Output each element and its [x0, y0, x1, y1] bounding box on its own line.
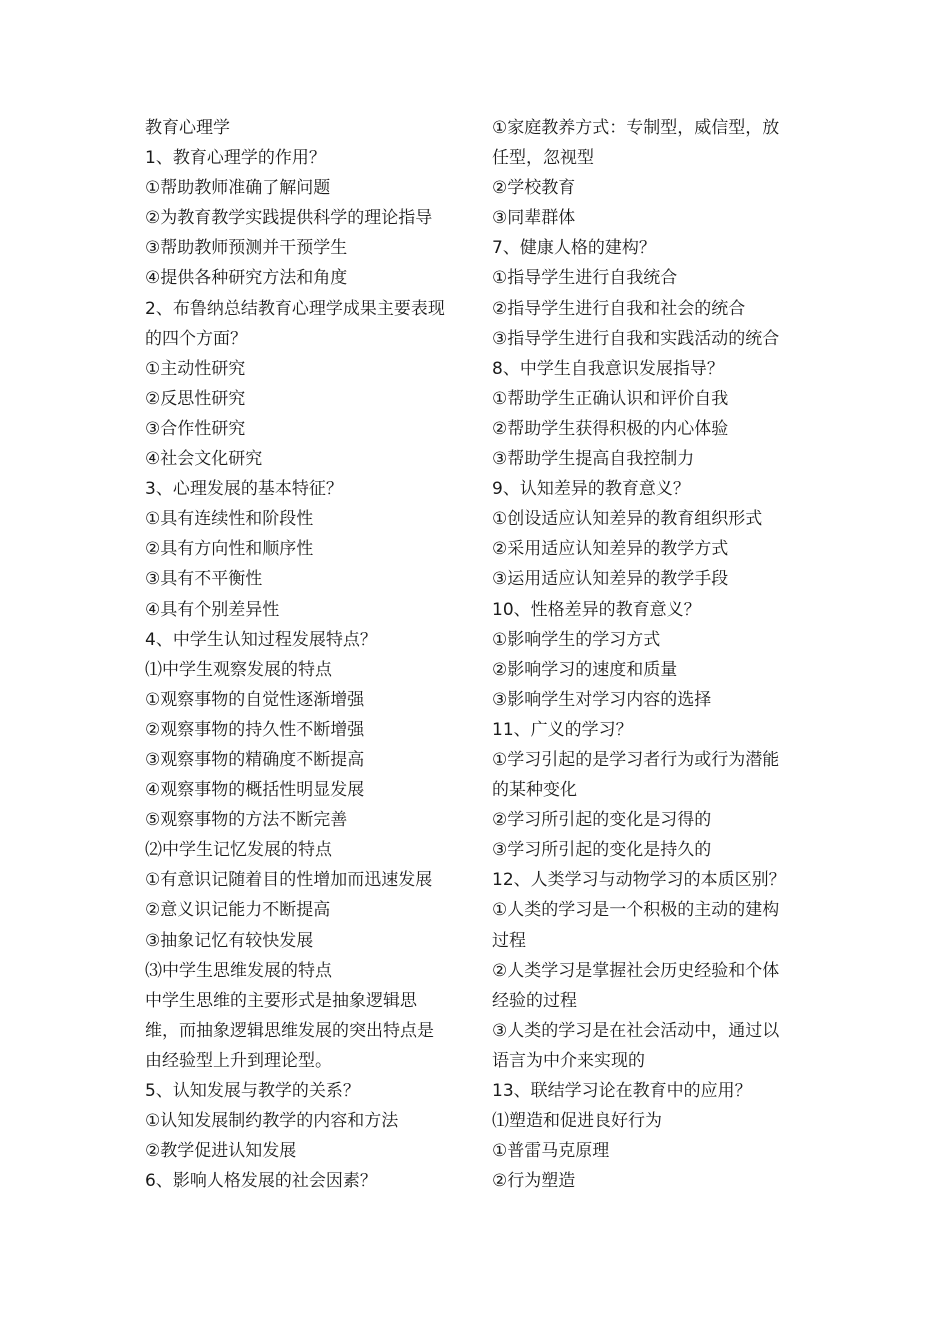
right-column-line: ①影响学生的学习方式	[492, 629, 661, 650]
right-column-line: ⑴塑造和促进良好行为	[492, 1111, 662, 1132]
right-column-line: ②学校教育	[492, 178, 576, 199]
right-column-line: ③同辈群体	[492, 208, 576, 229]
left-column-line: ⑴中学生观察发展的特点	[145, 659, 332, 680]
right-column-line: ①创设适应认知差异的教育组织形式	[492, 509, 763, 530]
right-column-line: ①帮助学生正确认识和评价自我	[492, 388, 729, 409]
left-column-line: ②观察事物的持久性不断增强	[145, 719, 365, 740]
right-column-line: 任型，忽视型	[492, 148, 594, 169]
left-column-line: ②反思性研究	[145, 388, 246, 409]
left-column-line: ④提供各种研究方法和角度	[145, 268, 348, 289]
left-column-line: ④具有个别差异性	[145, 599, 280, 620]
right-column-line: ②影响学习的速度和质量	[492, 659, 678, 680]
left-column-line: ②为教育教学实践提供科学的理论指导	[145, 208, 433, 229]
right-column-line: ①人类的学习是一个积极的主动的建构	[492, 900, 780, 921]
left-column-line: 2、布鲁纳总结教育心理学成果主要表现	[145, 298, 445, 319]
left-column-line: ⑶中学生思维发展的特点	[145, 960, 332, 981]
right-column-line: 的某种变化	[492, 780, 577, 801]
right-column-line: ②指导学生进行自我和社会的统合	[492, 298, 746, 319]
left-column-line: ③抽象记忆有较快发展	[145, 930, 314, 951]
right-column-line: ③运用适应认知差异的教学手段	[492, 569, 729, 590]
right-column-line: ②学习所引起的变化是习得的	[492, 810, 712, 831]
left-column-line: 教育心理学	[145, 118, 230, 138]
right-column-line: 9、认知差异的教育意义？	[492, 479, 690, 500]
left-column-line: ⑤观察事物的方法不断完善	[145, 810, 348, 831]
left-column-line: 的四个方面？	[145, 328, 247, 349]
right-column-line: 10、性格差异的教育意义？	[492, 599, 701, 620]
left-column-line: ③具有不平衡性	[145, 569, 263, 590]
right-column-line: 12、人类学习与动物学习的本质区别？	[492, 870, 786, 891]
left-column-line: 由经验型上升到理论型。	[145, 1050, 332, 1071]
left-column-line: ①主动性研究	[145, 358, 246, 379]
right-column-line: 语言为中介来实现的	[492, 1050, 645, 1071]
left-column-line: ②意义识记能力不断提高	[145, 900, 331, 921]
right-column-line: ①普雷马克原理	[492, 1141, 610, 1162]
left-column-line: ①认知发展制约教学的内容和方法	[145, 1111, 399, 1132]
right-column-line: 11、广义的学习？	[492, 719, 633, 740]
left-column-line: ①有意识记随着目的性增加而迅速发展	[145, 870, 433, 891]
left-column-line: 6、影响人格发展的社会因素？	[145, 1171, 377, 1192]
right-column-line: ①指导学生进行自我统合	[492, 268, 678, 289]
left-column-line: ②具有方向性和顺序性	[145, 539, 314, 560]
left-column-line: ①具有连续性和阶段性	[145, 509, 314, 530]
left-column-line: 4、中学生认知过程发展特点？	[145, 629, 377, 650]
left-column-line: ④观察事物的概括性明显发展	[145, 780, 365, 801]
right-column-line: ①家庭教养方式：专制型，威信型，放	[492, 118, 780, 138]
right-column-line: 经验的过程	[492, 990, 577, 1011]
right-column-line: ②行为塑造	[492, 1171, 576, 1192]
left-column-line: 维，而抽象逻辑思维发展的突出特点是	[145, 1020, 434, 1041]
left-column-line: 中学生思维的主要形式是抽象逻辑思	[145, 990, 417, 1011]
right-column-line: ①学习引起的是学习者行为或行为潜能	[492, 749, 780, 770]
right-column-line: 7、健康人格的建构？	[492, 238, 656, 259]
left-column-line: 1、教育心理学的作用？	[145, 148, 326, 169]
right-column-line: ③帮助学生提高自我控制力	[492, 449, 695, 470]
right-column-line: ③人类的学习是在社会活动中，通过以	[492, 1020, 780, 1041]
right-column-line: ②人类学习是掌握社会历史经验和个体	[492, 960, 780, 981]
right-column-line: ③指导学生进行自我和实践活动的统合	[492, 328, 780, 349]
right-column-line: ③影响学生对学习内容的选择	[492, 689, 712, 710]
left-column-line: ③合作性研究	[145, 418, 246, 439]
left-column-line: ②教学促进认知发展	[145, 1141, 297, 1162]
right-column-line: 8、中学生自我意识发展指导？	[492, 358, 724, 379]
left-column-line: 3、心理发展的基本特征？	[145, 479, 343, 500]
left-column-line: ①帮助教师准确了解问题	[145, 178, 331, 199]
left-column-line: ①观察事物的自觉性逐渐增强	[145, 689, 365, 710]
left-column-line: 5、认知发展与教学的关系？	[145, 1081, 360, 1101]
right-column	[492, 113, 797, 1196]
right-column-line: ③学习所引起的变化是持久的	[492, 840, 712, 861]
left-column-line: ⑵中学生记忆发展的特点	[145, 840, 332, 861]
left-column-line: ③帮助教师预测并干预学生	[145, 238, 348, 259]
right-column-line: 13、联结学习论在教育中的应用？	[492, 1081, 752, 1101]
right-column-line: 过程	[492, 930, 526, 951]
left-column	[145, 113, 463, 1196]
right-column-line: ②帮助学生获得积极的内心体验	[492, 418, 729, 439]
left-column-line: ④社会文化研究	[145, 449, 263, 470]
left-column-line: ③观察事物的精确度不断提高	[145, 749, 365, 770]
right-column-line: ②采用适应认知差异的教学方式	[492, 539, 729, 560]
